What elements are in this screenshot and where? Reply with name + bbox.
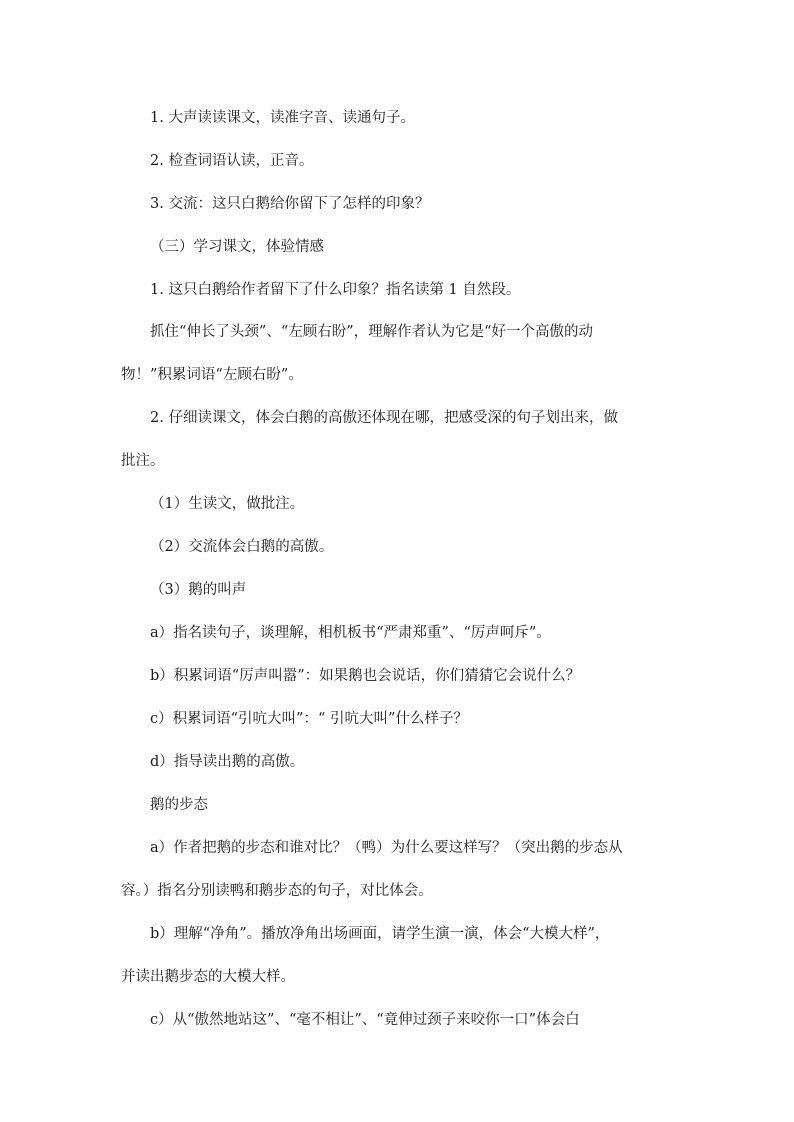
text-line: 抓住“伸长了头颈”、“左顾右盼”，理解作者认为它是“好一个高傲的动 xyxy=(150,324,594,340)
text-line: 2. 仔细读课文，体会白鹅的高傲还体现在哪，把感受深的句子划出来，做 xyxy=(150,410,618,426)
text-line: b）积累词语“厉声叫嚣”：如果鹅也会说话，你们猜猜它会说什么？ xyxy=(150,668,581,684)
text-line: c）从“傲然地站这”、“毫不相让”、“竟伸过颈子来咬你一口”体会白 xyxy=(150,1012,580,1028)
text-line: b）理解“净角”。播放净角出场画面，请学生演一演，体会“大模大样”， xyxy=(150,926,610,942)
text-line: （1）生读文，做批注。 xyxy=(150,496,305,512)
text-line: c）积累词语“引吭大叫”：“ 引吭大叫”什么样子？ xyxy=(150,711,468,727)
text-line: 2. 检查词语认读，正音。 xyxy=(150,153,314,169)
text-line: （3）鹅的叫声 xyxy=(150,582,247,598)
text-line: a）指名读句子，谈理解，相机板书“严肃郑重”、“厉声呵斥”。 xyxy=(150,625,551,641)
text-line: 物！”积累词语“左顾右盼”。 xyxy=(121,367,303,383)
text-line: d）指导读出鹅的高傲。 xyxy=(150,754,305,770)
text-line: 1. 这只白鹅给作者留下了什么印象？指名读第 1 自然段。 xyxy=(150,282,521,298)
text-line: a）作者把鹅的步态和谁对比？（鸭）为什么要这样写？（突出鹅的步态从 xyxy=(150,840,623,856)
text-line: 3. 交流：这只白鹅给你留下了怎样的印象？ xyxy=(150,196,430,212)
text-line: 1. 大声读读课文，读准字音、读通句子。 xyxy=(150,110,415,126)
section-heading: （三）学习课文，体验情感 xyxy=(150,239,324,255)
text-line: （2）交流体会白鹅的高傲。 xyxy=(150,539,334,555)
section-heading: 鹅的步态 xyxy=(150,797,208,813)
text-line: 容。）指名分别读鸭和鹅步态的句子，对比体会。 xyxy=(121,883,433,899)
text-line: 并读出鹅步态的大模大样。 xyxy=(121,969,295,985)
text-line: 批注。 xyxy=(121,453,165,469)
